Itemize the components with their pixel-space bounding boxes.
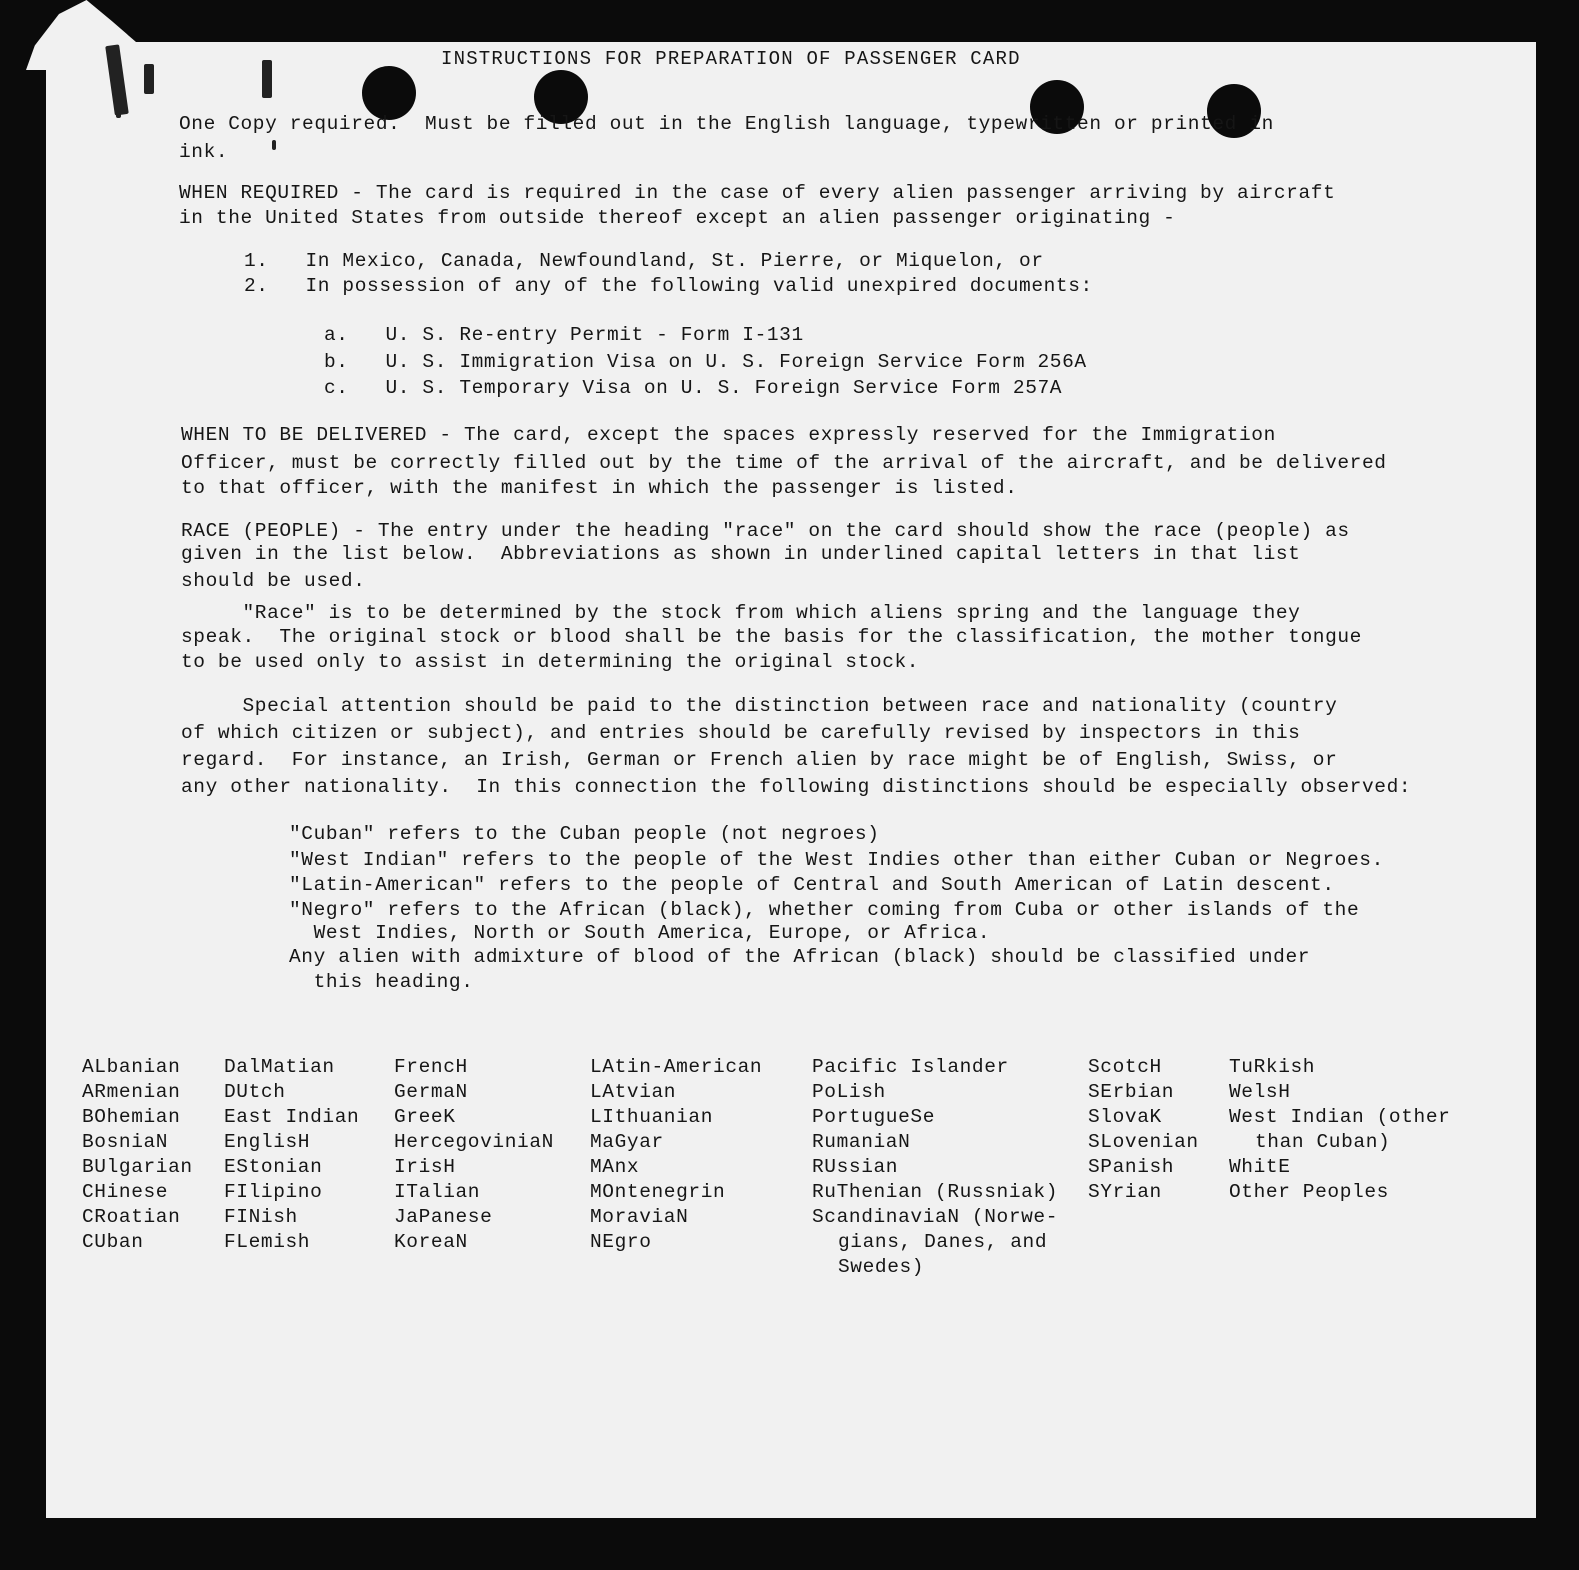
- ink-mark: [262, 60, 272, 98]
- race-entry: ITalian: [394, 1181, 481, 1203]
- intro-line: One Copy required. Must be filled out in the English language, typewritten or printed in: [179, 113, 1274, 135]
- race-line: RACE (PEOPLE) - The entry under the heading "race" on the card should show the race (people) as: [181, 520, 1350, 542]
- race-entry: SYrian: [1088, 1181, 1162, 1203]
- race-entry: West Indian (other: [1229, 1106, 1451, 1128]
- race-entry: FrencH: [394, 1056, 468, 1078]
- race-entry: BOhemian: [82, 1106, 181, 1128]
- race-entry: FIlipino: [224, 1181, 323, 1203]
- race-entry: MoraviaN: [590, 1206, 689, 1228]
- race-entry: MOntenegrin: [590, 1181, 726, 1203]
- race-entry: MAnx: [590, 1156, 640, 1178]
- race-entry: East Indian: [224, 1106, 360, 1128]
- ink-mark: [144, 64, 154, 94]
- race-entry: ARmenian: [82, 1081, 181, 1103]
- race-entry: BUlgarian: [82, 1156, 193, 1178]
- race-entry: DUtch: [224, 1081, 286, 1103]
- special-attention-line: of which citizen or subject), and entries should be carefully revised by inspectors in this: [181, 722, 1301, 744]
- race-entry: LIthuanian: [590, 1106, 714, 1128]
- race-entry: CHinese: [82, 1181, 169, 1203]
- when-delivered-line: WHEN TO BE DELIVERED - The card, except the spaces expressly reserved for the Immigration: [181, 424, 1276, 446]
- distinction-line: "West Indian" refers to the people of the West Indies other than either Cuban or Negroes.: [289, 849, 1384, 871]
- race-column: [1088, 1055, 1199, 1205]
- ink-mark: [272, 140, 276, 150]
- ink-mark: [116, 96, 121, 118]
- distinction-line: Any alien with admixture of blood of the African (black) should be classified under: [289, 946, 1311, 968]
- race-entry: GreeK: [394, 1106, 456, 1128]
- distinction-line: "Latin-American" refers to the people of Central and South American of Latin descent.: [289, 874, 1335, 896]
- document-title: INSTRUCTIONS FOR PREPARATION OF PASSENGER CARD: [441, 48, 1021, 70]
- race-entry: KoreaN: [394, 1231, 468, 1253]
- race-line: should be used.: [181, 570, 366, 592]
- when-delivered-line: to that officer, with the manifest in which the passenger is listed.: [181, 477, 1018, 499]
- race-entry: BosniaN: [82, 1131, 169, 1153]
- race-entry: EnglisH: [224, 1131, 311, 1153]
- race-entry: RumaniaN: [812, 1131, 911, 1153]
- race-definition-line: speak. The original stock or blood shall be the basis for the classification, the mother tongue: [181, 626, 1362, 648]
- special-attention-line: any other nationality. In this connection the following distinctions should be especially observed:: [181, 776, 1412, 798]
- race-entry: MaGyar: [590, 1131, 664, 1153]
- race-column: [82, 1055, 193, 1255]
- when-delivered-line: Officer, must be correctly filled out by the time of the arrival of the aircraft, and be delivered: [181, 452, 1387, 474]
- intro-line: ink.: [179, 141, 229, 163]
- race-entry: SPanish: [1088, 1156, 1175, 1178]
- race-entry: PortugueSe: [812, 1106, 936, 1128]
- document-item: b. U. S. Immigration Visa on U. S. Foreign Service Form 256A: [324, 351, 1087, 373]
- race-entry: DalMatian: [224, 1056, 335, 1078]
- race-entry: SlovaK: [1088, 1106, 1162, 1128]
- race-entry: GermaN: [394, 1081, 468, 1103]
- race-entry: SErbian: [1088, 1081, 1175, 1103]
- race-entry: NEgro: [590, 1231, 652, 1253]
- race-column: [1229, 1055, 1450, 1205]
- race-entry: WhitE: [1229, 1156, 1291, 1178]
- distinction-line: "Cuban" refers to the Cuban people (not negroes): [289, 823, 880, 845]
- when-required-item: 2. In possession of any of the following valid unexpired documents:: [244, 275, 1093, 297]
- race-column: [394, 1055, 554, 1255]
- race-entry: Swedes): [838, 1256, 925, 1278]
- race-entry: gians, Danes, and: [838, 1231, 1048, 1253]
- race-entry: than Cuban): [1255, 1131, 1391, 1153]
- race-entry: ALbanian: [82, 1056, 181, 1078]
- distinction-line: this heading.: [289, 971, 474, 993]
- race-entry: ScotcH: [1088, 1056, 1162, 1078]
- distinction-line: "Negro" refers to the African (black), whether coming from Cuba or other islands of the: [289, 899, 1360, 921]
- race-entry: EStonian: [224, 1156, 323, 1178]
- race-entry: Other Peoples: [1229, 1181, 1389, 1203]
- distinction-line: West Indies, North or South America, Europe, or Africa.: [289, 922, 991, 944]
- race-entry: JaPanese: [394, 1206, 493, 1228]
- special-attention-line: regard. For instance, an Irish, German or French alien by race might be of English, Swiss, or: [181, 749, 1338, 771]
- race-entry: TuRkish: [1229, 1056, 1316, 1078]
- race-entry: WelsH: [1229, 1081, 1291, 1103]
- race-entry: FLemish: [224, 1231, 311, 1253]
- race-entry: SLovenian: [1088, 1131, 1199, 1153]
- race-definition-line: "Race" is to be determined by the stock from which aliens spring and the language they: [181, 602, 1301, 624]
- race-entry: RuThenian (Russniak): [812, 1181, 1059, 1203]
- race-entry: CRoatian: [82, 1206, 181, 1228]
- when-required-line: in the United States from outside thereof except an alien passenger originating -: [179, 207, 1176, 229]
- race-entry: HercegoviniaN: [394, 1131, 554, 1153]
- race-entry: IrisH: [394, 1156, 456, 1178]
- race-entry: RUssian: [812, 1156, 899, 1178]
- race-column: [590, 1055, 762, 1255]
- race-entry: PoLish: [812, 1081, 886, 1103]
- race-definition-line: to be used only to assist in determining the original stock.: [181, 651, 920, 673]
- race-entry: ScandinaviaN (Norwe-: [812, 1206, 1059, 1228]
- race-entry: FINish: [224, 1206, 298, 1228]
- when-required-line: WHEN REQUIRED - The card is required in the case of every alien passenger arriving by aircraft: [179, 182, 1336, 204]
- document-item: a. U. S. Re-entry Permit - Form I-131: [324, 324, 804, 346]
- race-line: given in the list below. Abbreviations as shown in underlined capital letters in that list: [181, 543, 1301, 565]
- race-column: [224, 1055, 359, 1255]
- race-entry: LAtvian: [590, 1081, 677, 1103]
- when-required-item: 1. In Mexico, Canada, Newfoundland, St. Pierre, or Miquelon, or: [244, 250, 1044, 272]
- race-entry: LAtin-American: [590, 1056, 763, 1078]
- race-entry: CUban: [82, 1231, 144, 1253]
- special-attention-line: Special attention should be paid to the distinction between race and nationality (country: [181, 695, 1338, 717]
- document-item: c. U. S. Temporary Visa on U. S. Foreign Service Form 257A: [324, 377, 1063, 399]
- race-entry: Pacific Islander: [812, 1056, 1009, 1078]
- race-column: [812, 1055, 1058, 1280]
